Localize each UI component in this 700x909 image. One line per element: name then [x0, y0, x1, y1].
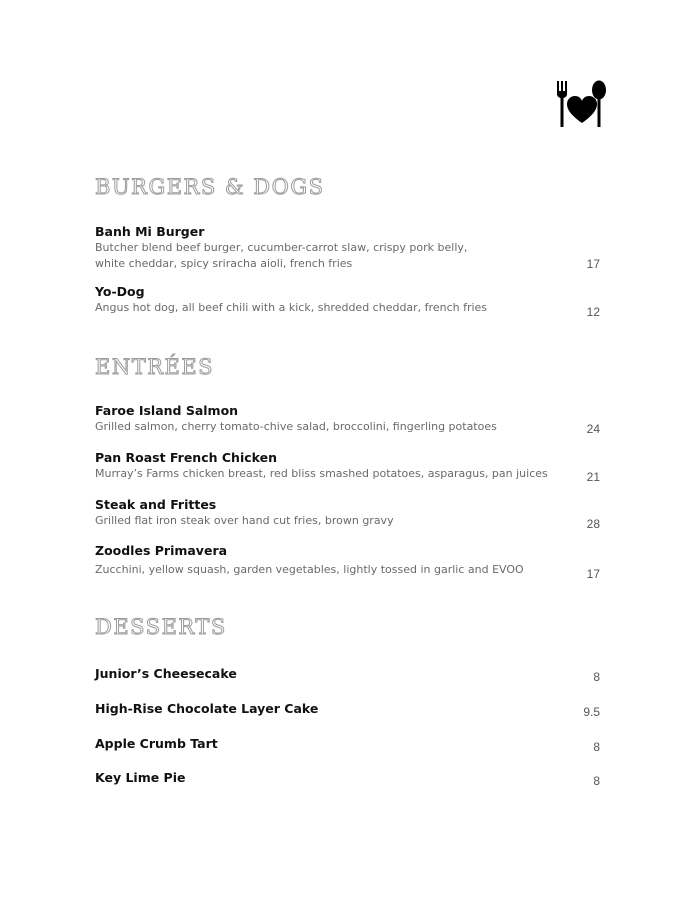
menu-item	[95, 665, 600, 682]
item-name: Banh Mi Burger	[95, 224, 205, 239]
item-name: High-Rise Chocolate Layer Cake	[95, 701, 319, 716]
item-name: Yo-Dog	[95, 284, 145, 299]
item-name: Key Lime Pie	[95, 770, 186, 785]
item-name: Junior’s Cheesecake	[95, 666, 237, 681]
menu-item	[95, 283, 600, 319]
menu-item	[95, 735, 600, 752]
item-price: 8	[593, 670, 600, 684]
section-title-entrees: ENTRÉES	[95, 355, 215, 379]
menu-item	[95, 223, 600, 272]
item-price: 17	[586, 257, 600, 271]
item-name: Apple Crumb Tart	[95, 736, 218, 751]
item-name: Zoodles Primavera	[95, 543, 228, 558]
item-price: 8	[593, 740, 600, 754]
item-price: 8	[593, 774, 600, 788]
item-name: Faroe Island Salmon	[95, 403, 239, 418]
item-price: 21	[586, 470, 600, 484]
item-description: Grilled salmon, cherry tomato-chive salad, broccolini, fingerling potatoes	[95, 420, 497, 433]
item-description: Grilled flat iron steak over hand cut fries, brown gravy	[95, 514, 394, 527]
item-description: Murray’s Farms chicken breast, red bliss smashed potatoes, asparagus, pan juices	[95, 467, 548, 480]
menu-item	[95, 769, 600, 786]
menu-item	[95, 402, 600, 435]
menu-item	[95, 542, 600, 581]
item-price: 9.5	[583, 705, 600, 719]
item-name: Steak and Frittes	[95, 497, 217, 512]
section-title-desserts: DESSERTS	[95, 615, 227, 639]
section-title-burgers-dogs: BURGERS & DOGS	[95, 175, 325, 199]
item-price: 28	[586, 517, 600, 531]
item-price: 12	[586, 305, 600, 319]
item-description: Butcher blend beef burger, cucumber-carrot slaw, crispy pork belly, white cheddar, spicy sriracha aioli, french fries	[95, 241, 468, 270]
item-price: 17	[586, 567, 600, 581]
menu-item	[95, 496, 600, 529]
item-description: Zucchini, yellow squash, garden vegetables, lightly tossed in garlic and EVOO	[95, 563, 524, 576]
item-price: 24	[586, 422, 600, 436]
item-description: Angus hot dog, all beef chili with a kick, shredded cheddar, french fries	[95, 301, 488, 314]
item-name: Pan Roast French Chicken	[95, 450, 277, 465]
fork-heart-spoon-icon	[555, 79, 609, 129]
menu-item	[95, 700, 600, 717]
menu-item	[95, 449, 600, 482]
